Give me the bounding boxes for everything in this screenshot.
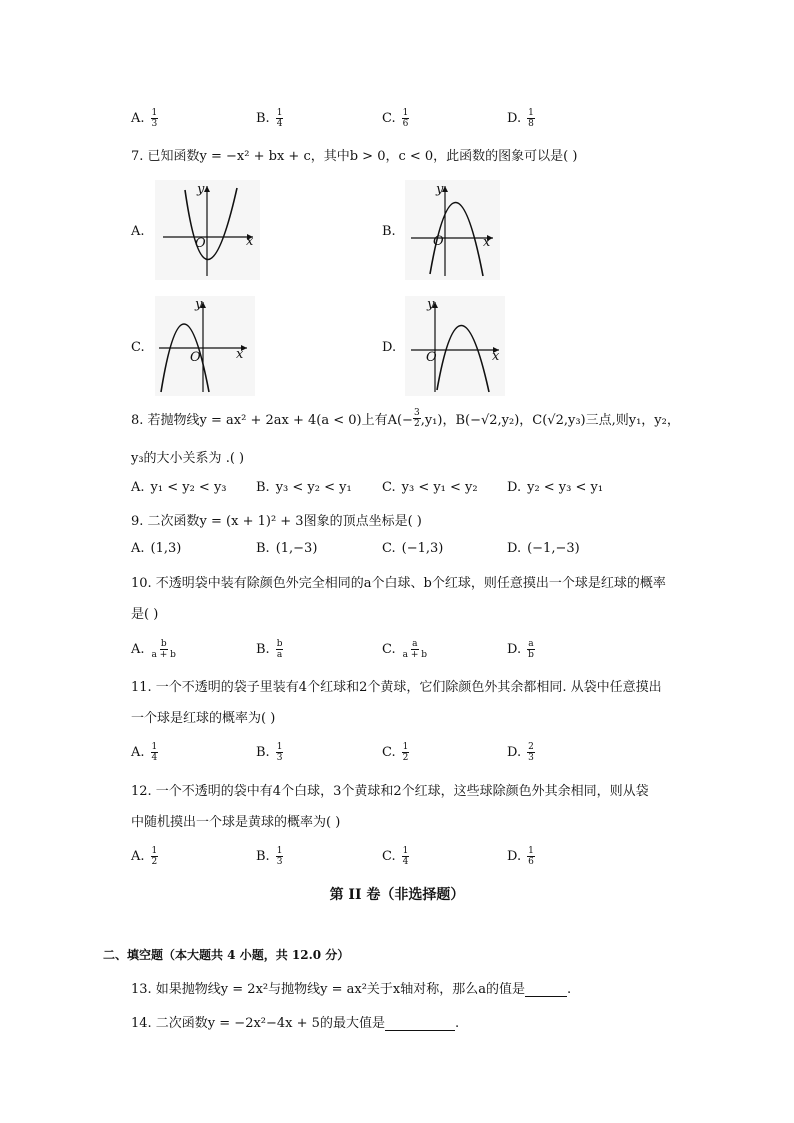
q12-question-line1: 12. 一个不透明的袋中有4个白球，3个黄球和2个红球，这些球除颜色外其余相同，则从袋 (131, 784, 649, 799)
q12-option-c[interactable]: C. $\frac{1}{4}$ (382, 845, 409, 867)
q9-options (131, 535, 691, 561)
q7-option-d-label[interactable]: D. (382, 340, 397, 355)
q12-option-b[interactable]: B. $\frac{1}{3}$ (256, 845, 283, 867)
fraction: $\frac{b}{a}$ (276, 638, 283, 660)
q7-graph-d-origin: O (426, 350, 437, 365)
q10-option-b[interactable]: B. $\frac{b}{a}$ (256, 638, 283, 660)
q7-option-a-label[interactable]: A. (131, 224, 145, 239)
q13-answer-blank[interactable] (525, 981, 567, 997)
q7-graph-a-x-label: x (246, 234, 254, 249)
q7-graph-a-origin: O (195, 236, 206, 251)
q7-graph-c-x-label: x (236, 347, 244, 362)
q6-option-b[interactable]: B. $\frac{1}{4}$ (256, 107, 283, 129)
q7-graph-b-origin: O (433, 234, 444, 249)
q12-question-line2: 中随机摸出一个球是黄球的概率为( ) (131, 815, 341, 830)
q8-option-c[interactable]: C. y₃ < y₁ < y₂ (382, 479, 478, 495)
fraction: $\frac{1}{2}$ (402, 741, 409, 763)
q14-question: 14. 二次函数y = −2x²−4x + 5的最大值是 . (131, 1016, 460, 1031)
q7-option-c-label[interactable]: C. (131, 340, 145, 355)
q7-question: 7. 已知函数y = −x² + bx + c，其中b > 0，c < 0，此函数的图象可以是( ) (131, 149, 578, 164)
part-2-heading: 二、填空题（本大题共 4 小题，共 12.0 分） (103, 948, 350, 962)
q11-question-line2: 一个球是红球的概率为( ) (131, 711, 276, 726)
q8-option-d[interactable]: D. y₂ < y₃ < y₁ (507, 479, 604, 495)
q6-options (131, 105, 691, 131)
q10-option-d[interactable]: D. $\frac{a}{b}$ (507, 638, 534, 660)
q11-options (131, 739, 691, 765)
fraction: $\frac{1}{3}$ (151, 107, 158, 129)
q10-question-line1: 10. 不透明袋中装有除颜色外完全相同的a个白球、b个红球，则任意摸出一个球是红球的概率 (131, 576, 666, 591)
fraction: $\frac{1}{3}$ (276, 845, 283, 867)
q9-option-c[interactable]: C. (−1,3) (382, 540, 444, 556)
q8-option-a[interactable]: A. y₁ < y₂ < y₃ (131, 479, 227, 495)
fraction: $\frac{1}{8}$ (528, 107, 534, 129)
q11-option-b[interactable]: B. $\frac{1}{3}$ (256, 741, 283, 763)
q12-option-d[interactable]: D. $\frac{1}{6}$ (507, 845, 534, 867)
fraction: $\frac{1}{6}$ (402, 107, 409, 129)
q7-graph-b-y-label: y (436, 182, 444, 197)
q6-option-a[interactable]: A. $\frac{1}{3}$ (131, 107, 158, 129)
q10-option-c[interactable]: C. $\frac{a}{a + b}$ (382, 638, 428, 660)
q6-option-c[interactable]: C. $\frac{1}{6}$ (382, 107, 409, 129)
q7-graph-d[interactable] (405, 296, 505, 396)
q8-question-line1: 8. 若抛物线y = ax² + 2ax + 4(a < 0)上有A(− $\frac{3}{2}$ ,y₁)，B(−√2,y₂)，C(√2,y₃)三点,则y₁，y₂， (131, 408, 680, 429)
q7-graph-b[interactable] (405, 180, 500, 280)
q8-question-line2: y₃的大小关系为 .( ) (131, 451, 245, 466)
q9-question: 9. 二次函数y = (x + 1)² + 3图象的顶点坐标是( ) (131, 514, 422, 529)
q9-option-d[interactable]: D. (−1,−3) (507, 540, 580, 556)
fraction: $\frac{1}{3}$ (276, 741, 283, 763)
q11-option-c[interactable]: C. $\frac{1}{2}$ (382, 741, 409, 763)
q9-option-b[interactable]: B. (1,−3) (256, 540, 318, 556)
q11-question-line1: 11. 一个不透明的袋子里装有4个红球和2个黄球，它们除颜色外其余都相同. 从袋中任意摸出 (131, 680, 662, 695)
section-2-title: 第 II 卷（非选择题） (329, 887, 465, 903)
fraction: $\frac{b}{a + b}$ (151, 638, 176, 660)
q7-graph-d-y-label: y (427, 297, 435, 312)
q10-option-a[interactable]: A. $\frac{b}{a + b}$ (131, 638, 176, 660)
fraction: $\frac{1}{4}$ (402, 845, 409, 867)
q10-question-line2: 是( ) (131, 607, 159, 622)
q7-option-b-label[interactable]: B. (382, 224, 396, 239)
q11-option-d[interactable]: D. $\frac{2}{3}$ (507, 741, 534, 763)
fraction: $\frac{a}{a + b}$ (402, 638, 428, 660)
fraction: $\frac{1}{4}$ (151, 741, 158, 763)
q8-options (131, 474, 691, 500)
q7-graph-d-x-label: x (492, 349, 500, 364)
q12-option-a[interactable]: A. $\frac{1}{2}$ (131, 845, 158, 867)
q8-option-b[interactable]: B. y₃ < y₂ < y₁ (256, 479, 352, 495)
q12-options (131, 843, 691, 869)
fraction: $\frac{3}{2}$ (413, 408, 420, 429)
q7-graph-b-x-label: x (483, 235, 491, 250)
fraction: $\frac{1}{2}$ (151, 845, 158, 867)
q10-options (131, 636, 691, 662)
fraction: $\frac{2}{3}$ (528, 741, 534, 763)
q7-graph-c-origin: O (190, 350, 201, 365)
q7-graph-c[interactable] (155, 296, 255, 396)
q14-answer-blank[interactable] (385, 1015, 455, 1031)
q7-graph-c-y-label: y (195, 297, 203, 312)
fraction: $\frac{1}{6}$ (528, 845, 534, 867)
q13-question: 13. 如果抛物线y = 2x²与抛物线y = ax²关于x轴对称，那么a的值是 . (131, 982, 572, 997)
q6-option-d[interactable]: D. $\frac{1}{8}$ (507, 107, 534, 129)
fraction: $\frac{a}{b}$ (528, 638, 534, 660)
q7-graph-a[interactable] (155, 180, 260, 280)
q9-option-a[interactable]: A. (1,3) (131, 540, 182, 556)
q11-option-a[interactable]: A. $\frac{1}{4}$ (131, 741, 158, 763)
q7-graph-a-y-label: y (197, 182, 205, 197)
fraction: $\frac{1}{4}$ (276, 107, 283, 129)
